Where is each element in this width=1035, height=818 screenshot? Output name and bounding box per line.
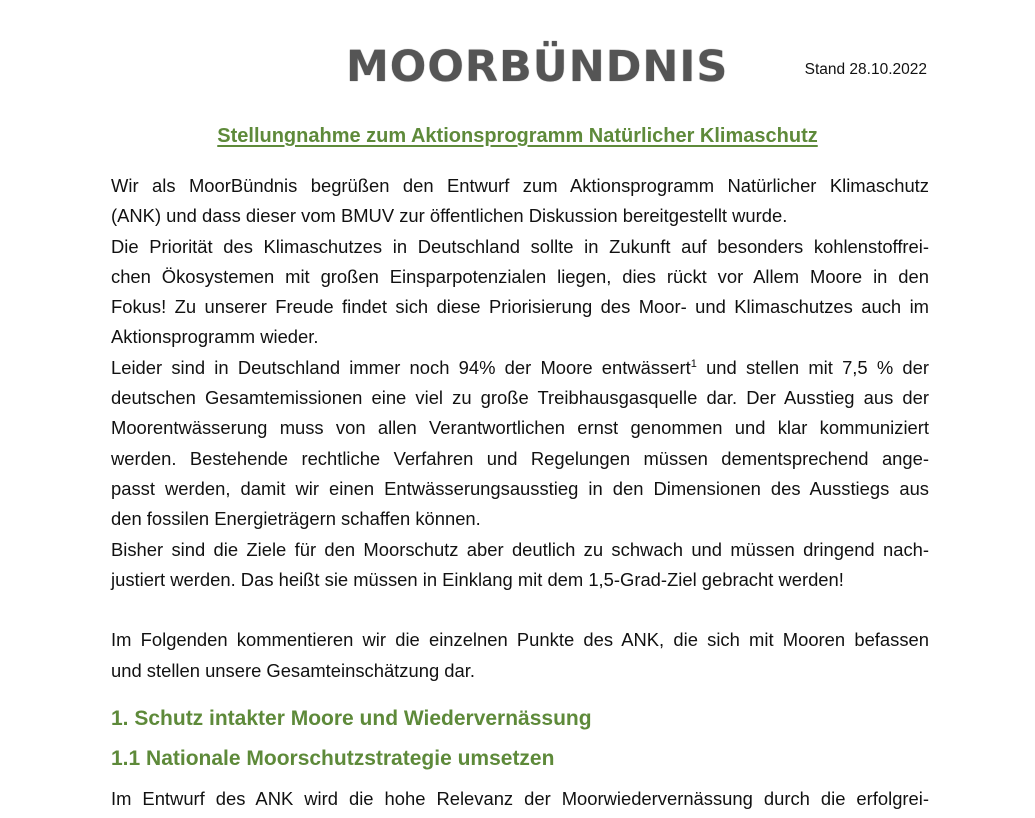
document-date: Stand 28.10.2022 — [804, 61, 927, 78]
body-line: Aktionsprogramm wieder. — [111, 326, 319, 348]
body-line: deutschen Gesamtemissionen eine viel zu große Treibhausgasquelle dar. Der Ausstieg aus der — [111, 387, 929, 409]
body-line: Fokus! Zu unserer Freude findet sich diese Priorisierung des Moor- und Klimaschutzes auch im — [111, 296, 929, 318]
body-line: und stellen unsere Gesamteinschätzung dar. — [111, 659, 475, 681]
body-line: Wir als MoorBündnis begrüßen den Entwurf zum Aktionsprogramm Natürlicher Klimaschutz — [111, 175, 929, 196]
body-line: den fossilen Energieträgern schaffen können. — [111, 508, 481, 530]
document-body — [111, 171, 929, 686]
paragraph-gap — [111, 595, 929, 625]
body-line: werden. Bestehende rechtliche Verfahren und Regelungen müssen dementsprechend ange- — [111, 447, 929, 469]
body-line: Die Priorität des Klimaschutzes in Deutschland sollte in Zukunft auf besonders kohlenstoffrei- — [111, 235, 929, 257]
body-line: (ANK) und dass dieser vom BMUV zur öffentlichen Diskussion bereitgestellt wurde. — [111, 205, 788, 227]
body-line: justiert werden. Das heißt sie müssen in Einklang mit dem 1,5-Grad-Ziel gebracht werden! — [111, 568, 844, 590]
body-line: Bisher sind die Ziele für den Moorschutz aber deutlich zu schwach und müssen dringend nach- — [111, 538, 929, 560]
body-line: Moorentwässerung muss von allen Verantwortlichen ernst genommen und klar kommuniziert — [111, 417, 929, 439]
body-text: und stellen mit 7,5 % der — [696, 356, 929, 378]
body-line: Im Folgenden kommentieren wir die einzelnen Punkte des ANK, die sich mit Mooren befassen — [111, 629, 929, 651]
moorbuendnis-logo: MOORBÜNDNIS — [346, 42, 729, 92]
document-title: Stellungnahme zum Aktionsprogramm Natürlicher Klimaschutz — [217, 125, 818, 147]
body-line-with-footnote — [111, 353, 929, 383]
section-text-line: Im Entwurf des ANK wird die hohe Relevanz der Moorwiedervernässung durch die erfolgrei- — [111, 788, 929, 809]
body-text: Leider sind in Deutschland immer noch 94% der Moore entwässert — [111, 356, 691, 378]
section-heading: 1. Schutz intakter Moore und Wiedervernässung — [111, 707, 592, 730]
body-line: chen Ökosystemen mit großen Einsparpotenzialen liegen, dies rückt vor Allem Moore in den — [111, 265, 929, 287]
body-line: passt werden, damit wir einen Entwässerungsausstieg in den Dimensionen des Ausstiegs aus — [111, 477, 929, 499]
footnote-reference[interactable]: 1 — [690, 357, 697, 370]
subsection-heading: 1.1 Nationale Moorschutzstrategie umsetzen — [111, 747, 555, 770]
